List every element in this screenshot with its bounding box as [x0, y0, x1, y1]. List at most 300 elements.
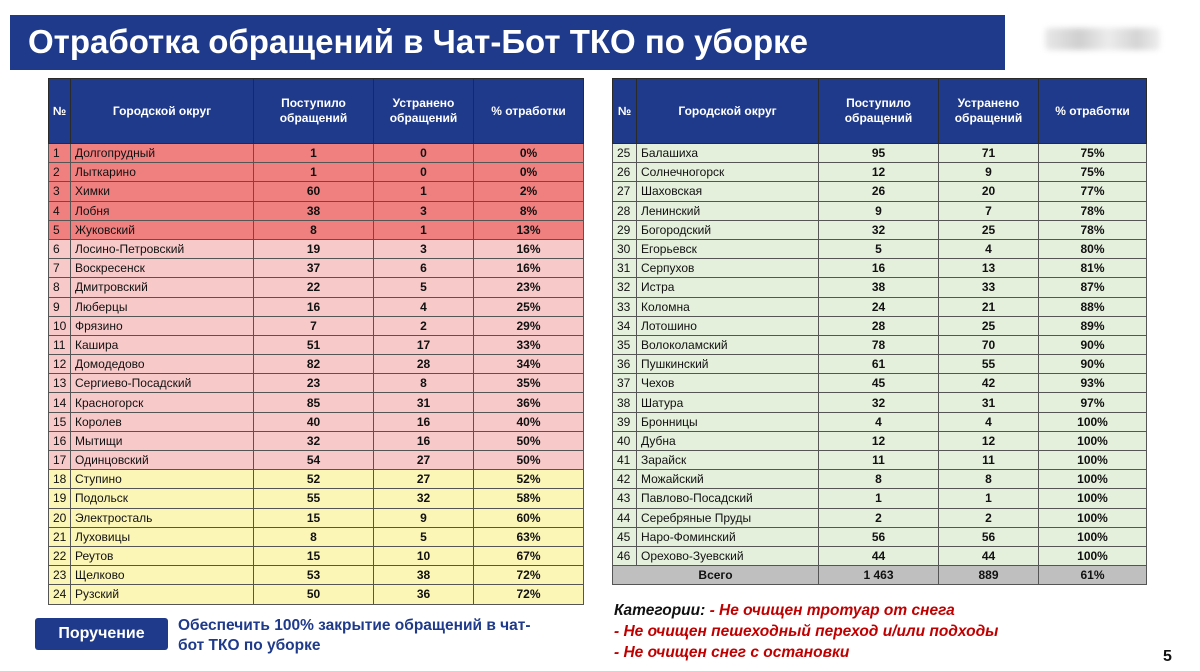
percent-value: 36%	[474, 393, 584, 412]
resolved-count: 31	[939, 393, 1039, 412]
district-name: Воскресенск	[71, 259, 254, 278]
table-row	[49, 508, 584, 527]
district-name: Зарайск	[637, 451, 819, 470]
table-row	[613, 355, 1147, 374]
received-count: 12	[819, 163, 939, 182]
percent-value: 16%	[474, 259, 584, 278]
table-row	[613, 144, 1147, 163]
resolved-count: 9	[374, 508, 474, 527]
row-number: 13	[49, 374, 71, 393]
district-name: Красногорск	[71, 393, 254, 412]
received-count: 85	[254, 393, 374, 412]
percent-value: 100%	[1039, 546, 1147, 565]
resolved-count: 3	[374, 201, 474, 220]
row-number: 16	[49, 431, 71, 450]
order-button: Поручение	[35, 618, 168, 650]
percent-value: 100%	[1039, 470, 1147, 489]
resolved-count: 11	[939, 451, 1039, 470]
received-count: 44	[819, 546, 939, 565]
percent-value: 90%	[1039, 355, 1147, 374]
district-name: Долгопрудный	[71, 144, 254, 163]
row-number: 37	[613, 374, 637, 393]
row-number: 35	[613, 335, 637, 354]
resolved-count: 21	[939, 297, 1039, 316]
district-name: Шаховская	[637, 182, 819, 201]
district-name: Волоколамский	[637, 335, 819, 354]
row-number: 42	[613, 470, 637, 489]
received-count: 61	[819, 355, 939, 374]
percent-value: 52%	[474, 470, 584, 489]
percent-value: 87%	[1039, 278, 1147, 297]
received-count: 11	[819, 451, 939, 470]
district-name: Сергиево-Посадский	[71, 374, 254, 393]
table-row	[49, 431, 584, 450]
row-number: 29	[613, 220, 637, 239]
percent-value: 13%	[474, 220, 584, 239]
row-number: 23	[49, 566, 71, 585]
district-name: Орехово-Зуевский	[637, 546, 819, 565]
resolved-count: 9	[939, 163, 1039, 182]
row-number: 33	[613, 297, 637, 316]
district-name: Ленинский	[637, 201, 819, 220]
percent-value: 88%	[1039, 297, 1147, 316]
percent-value: 23%	[474, 278, 584, 297]
table-row	[613, 163, 1147, 182]
row-number: 12	[49, 355, 71, 374]
table-row	[49, 182, 584, 201]
header-resolved: Устранено обращений	[374, 79, 474, 144]
district-name: Пушкинский	[637, 355, 819, 374]
received-count: 37	[254, 259, 374, 278]
district-name: Солнечногорск	[637, 163, 819, 182]
percent-value: 93%	[1039, 374, 1147, 393]
table-row	[613, 470, 1147, 489]
district-name: Лотошино	[637, 316, 819, 335]
district-name: Рузский	[71, 585, 254, 604]
table-row	[613, 278, 1147, 297]
row-number: 24	[49, 585, 71, 604]
table-row	[49, 546, 584, 565]
row-number: 26	[613, 163, 637, 182]
table-row	[49, 278, 584, 297]
row-number: 19	[49, 489, 71, 508]
district-name: Щелково	[71, 566, 254, 585]
resolved-count: 12	[939, 431, 1039, 450]
table-row	[613, 374, 1147, 393]
row-number: 28	[613, 201, 637, 220]
resolved-count: 27	[374, 451, 474, 470]
district-name: Шатура	[637, 393, 819, 412]
percent-value: 97%	[1039, 393, 1147, 412]
district-name: Егорьевск	[637, 239, 819, 258]
header-received: Поступило обращений	[819, 79, 939, 144]
district-name: Наро-Фоминский	[637, 527, 819, 546]
row-number: 22	[49, 546, 71, 565]
header-percent: % отработки	[474, 79, 584, 144]
row-number: 2	[49, 163, 71, 182]
resolved-count: 7	[939, 201, 1039, 220]
percent-value: 0%	[474, 144, 584, 163]
table-row	[613, 182, 1147, 201]
district-name: Коломна	[637, 297, 819, 316]
resolved-count: 8	[939, 470, 1039, 489]
percent-value: 72%	[474, 566, 584, 585]
table-row	[613, 546, 1147, 565]
row-number: 14	[49, 393, 71, 412]
percent-value: 78%	[1039, 220, 1147, 239]
blurred-logo	[1045, 28, 1160, 50]
row-number: 20	[49, 508, 71, 527]
resolved-count: 0	[374, 163, 474, 182]
resolved-count: 8	[374, 374, 474, 393]
district-name: Фрязино	[71, 316, 254, 335]
district-name: Серпухов	[637, 259, 819, 278]
received-count: 78	[819, 335, 939, 354]
district-name: Электросталь	[71, 508, 254, 527]
percent-value: 33%	[474, 335, 584, 354]
row-number: 9	[49, 297, 71, 316]
district-name: Чехов	[637, 374, 819, 393]
received-count: 1	[819, 489, 939, 508]
received-count: 28	[819, 316, 939, 335]
received-count: 23	[254, 374, 374, 393]
percent-value: 67%	[474, 546, 584, 565]
table-row	[613, 393, 1147, 412]
received-count: 26	[819, 182, 939, 201]
received-count: 16	[254, 297, 374, 316]
resolved-count: 6	[374, 259, 474, 278]
percent-value: 34%	[474, 355, 584, 374]
row-number: 6	[49, 239, 71, 258]
resolved-count: 70	[939, 335, 1039, 354]
table-row	[49, 527, 584, 546]
resolved-count: 1	[374, 220, 474, 239]
district-name: Балашиха	[637, 144, 819, 163]
percent-value: 35%	[474, 374, 584, 393]
table-row	[49, 489, 584, 508]
resolved-count: 25	[939, 220, 1039, 239]
row-number: 44	[613, 508, 637, 527]
resolved-count: 33	[939, 278, 1039, 297]
resolved-count: 0	[374, 144, 474, 163]
district-name: Подольск	[71, 489, 254, 508]
table-row	[613, 259, 1147, 278]
total-resolved: 889	[939, 566, 1039, 585]
district-name: Королев	[71, 412, 254, 431]
received-count: 8	[819, 470, 939, 489]
resolved-count: 13	[939, 259, 1039, 278]
table-row	[613, 201, 1147, 220]
table-row	[49, 470, 584, 489]
row-number: 38	[613, 393, 637, 412]
table-row	[49, 412, 584, 431]
received-count: 55	[254, 489, 374, 508]
percent-value: 16%	[474, 239, 584, 258]
percent-value: 8%	[474, 201, 584, 220]
district-name: Лосино-Петровский	[71, 239, 254, 258]
row-number: 8	[49, 278, 71, 297]
district-name: Реутов	[71, 546, 254, 565]
table-row	[613, 527, 1147, 546]
total-label: Всего	[613, 566, 819, 585]
row-number: 40	[613, 431, 637, 450]
resolved-count: 28	[374, 355, 474, 374]
received-count: 38	[254, 201, 374, 220]
percent-value: 100%	[1039, 508, 1147, 527]
received-count: 22	[254, 278, 374, 297]
resolved-count: 5	[374, 527, 474, 546]
table-row	[613, 220, 1147, 239]
resolved-count: 16	[374, 431, 474, 450]
resolved-count: 4	[939, 239, 1039, 258]
table-row	[49, 374, 584, 393]
row-number: 31	[613, 259, 637, 278]
total-percent: 61%	[1039, 566, 1147, 585]
table-row	[49, 144, 584, 163]
district-name: Павлово-Посадский	[637, 489, 819, 508]
row-number: 3	[49, 182, 71, 201]
resolved-count: 20	[939, 182, 1039, 201]
percent-value: 75%	[1039, 144, 1147, 163]
percent-value: 75%	[1039, 163, 1147, 182]
header-num: №	[613, 79, 637, 144]
percent-value: 100%	[1039, 412, 1147, 431]
row-number: 11	[49, 335, 71, 354]
received-count: 7	[254, 316, 374, 335]
resolved-count: 27	[374, 470, 474, 489]
received-count: 56	[819, 527, 939, 546]
percent-value: 100%	[1039, 489, 1147, 508]
percent-value: 100%	[1039, 527, 1147, 546]
category-item: - Не очищен снег с остановки	[614, 644, 850, 661]
received-count: 2	[819, 508, 939, 527]
table-row	[613, 412, 1147, 431]
table-row	[49, 259, 584, 278]
percent-value: 100%	[1039, 451, 1147, 470]
row-number: 27	[613, 182, 637, 201]
header-resolved: Устранено обращений	[939, 79, 1039, 144]
table-row	[49, 239, 584, 258]
row-number: 18	[49, 470, 71, 489]
categories-label: Категории:	[614, 602, 706, 619]
resolved-count: 1	[374, 182, 474, 201]
table-row	[49, 393, 584, 412]
categories-block	[614, 600, 998, 663]
row-number: 30	[613, 239, 637, 258]
total-received: 1 463	[819, 566, 939, 585]
received-count: 5	[819, 239, 939, 258]
district-name: Домодедово	[71, 355, 254, 374]
table-row	[613, 489, 1147, 508]
percent-value: 60%	[474, 508, 584, 527]
district-name: Ступино	[71, 470, 254, 489]
header-district: Городской округ	[71, 79, 254, 144]
district-name: Можайский	[637, 470, 819, 489]
district-name: Жуковский	[71, 220, 254, 239]
table-row	[613, 297, 1147, 316]
resolved-count: 38	[374, 566, 474, 585]
percent-value: 40%	[474, 412, 584, 431]
districts-table-left	[48, 78, 584, 605]
resolved-count: 71	[939, 144, 1039, 163]
table-row	[49, 355, 584, 374]
row-number: 1	[49, 144, 71, 163]
percent-value: 29%	[474, 316, 584, 335]
district-name: Кашира	[71, 335, 254, 354]
percent-value: 50%	[474, 431, 584, 450]
row-number: 39	[613, 412, 637, 431]
resolved-count: 31	[374, 393, 474, 412]
percent-value: 0%	[474, 163, 584, 182]
page-title: Отработка обращений в Чат-Бот ТКО по уборке	[28, 23, 809, 60]
percent-value: 77%	[1039, 182, 1147, 201]
resolved-count: 1	[939, 489, 1039, 508]
table-row	[49, 220, 584, 239]
row-number: 25	[613, 144, 637, 163]
district-name: Луховицы	[71, 527, 254, 546]
received-count: 52	[254, 470, 374, 489]
table-row	[613, 335, 1147, 354]
row-number: 17	[49, 451, 71, 470]
row-number: 4	[49, 201, 71, 220]
received-count: 32	[819, 393, 939, 412]
resolved-count: 32	[374, 489, 474, 508]
received-count: 50	[254, 585, 374, 604]
received-count: 54	[254, 451, 374, 470]
received-count: 60	[254, 182, 374, 201]
district-name: Серебряные Пруды	[637, 508, 819, 527]
percent-value: 50%	[474, 451, 584, 470]
district-name: Бронницы	[637, 412, 819, 431]
table-row	[613, 451, 1147, 470]
received-count: 15	[254, 546, 374, 565]
header-percent: % отработки	[1039, 79, 1147, 144]
table-header-row	[49, 79, 584, 144]
percent-value: 63%	[474, 527, 584, 546]
row-number: 46	[613, 546, 637, 565]
resolved-count: 55	[939, 355, 1039, 374]
district-name: Лыткарино	[71, 163, 254, 182]
resolved-count: 10	[374, 546, 474, 565]
received-count: 12	[819, 431, 939, 450]
table-row	[613, 239, 1147, 258]
table-header-row	[613, 79, 1147, 144]
district-name: Люберцы	[71, 297, 254, 316]
district-name: Лобня	[71, 201, 254, 220]
table-row	[49, 585, 584, 604]
percent-value: 25%	[474, 297, 584, 316]
received-count: 8	[254, 527, 374, 546]
percent-value: 89%	[1039, 316, 1147, 335]
percent-value: 78%	[1039, 201, 1147, 220]
received-count: 32	[254, 431, 374, 450]
table-row	[49, 201, 584, 220]
row-number: 15	[49, 412, 71, 431]
received-count: 38	[819, 278, 939, 297]
received-count: 1	[254, 163, 374, 182]
percent-value: 72%	[474, 585, 584, 604]
district-name: Богородский	[637, 220, 819, 239]
resolved-count: 42	[939, 374, 1039, 393]
resolved-count: 44	[939, 546, 1039, 565]
table-row	[613, 431, 1147, 450]
received-count: 9	[819, 201, 939, 220]
districts-table-right	[612, 78, 1147, 585]
table-row	[49, 335, 584, 354]
table-row	[49, 566, 584, 585]
received-count: 53	[254, 566, 374, 585]
percent-value: 81%	[1039, 259, 1147, 278]
order-text: Обеспечить 100% закрытие обращений в чат-бот ТКО по уборке	[178, 617, 531, 654]
received-count: 51	[254, 335, 374, 354]
resolved-count: 17	[374, 335, 474, 354]
table-row	[613, 316, 1147, 335]
header-district: Городской округ	[637, 79, 819, 144]
row-number: 5	[49, 220, 71, 239]
district-name: Дмитровский	[71, 278, 254, 297]
resolved-count: 3	[374, 239, 474, 258]
table-row	[49, 451, 584, 470]
resolved-count: 36	[374, 585, 474, 604]
category-item: - Не очищен тротуар от снега	[709, 602, 955, 619]
received-count: 19	[254, 239, 374, 258]
header-received: Поступило обращений	[254, 79, 374, 144]
row-number: 7	[49, 259, 71, 278]
row-number: 43	[613, 489, 637, 508]
row-number: 32	[613, 278, 637, 297]
received-count: 4	[819, 412, 939, 431]
table-row	[49, 316, 584, 335]
row-number: 36	[613, 355, 637, 374]
resolved-count: 2	[939, 508, 1039, 527]
received-count: 24	[819, 297, 939, 316]
received-count: 45	[819, 374, 939, 393]
table-row	[613, 508, 1147, 527]
page-number: 5	[1163, 648, 1172, 665]
received-count: 16	[819, 259, 939, 278]
table-row	[49, 163, 584, 182]
resolved-count: 56	[939, 527, 1039, 546]
resolved-count: 16	[374, 412, 474, 431]
percent-value: 58%	[474, 489, 584, 508]
category-item: - Не очищен пешеходный переход и/или подходы	[614, 623, 999, 640]
district-name: Мытищи	[71, 431, 254, 450]
district-name: Одинцовский	[71, 451, 254, 470]
percent-value: 80%	[1039, 239, 1147, 258]
resolved-count: 2	[374, 316, 474, 335]
row-number: 41	[613, 451, 637, 470]
title-bar	[10, 15, 1005, 70]
received-count: 32	[819, 220, 939, 239]
row-number: 10	[49, 316, 71, 335]
row-number: 45	[613, 527, 637, 546]
district-name: Химки	[71, 182, 254, 201]
percent-value: 2%	[474, 182, 584, 201]
received-count: 1	[254, 144, 374, 163]
received-count: 40	[254, 412, 374, 431]
received-count: 8	[254, 220, 374, 239]
percent-value: 100%	[1039, 431, 1147, 450]
resolved-count: 25	[939, 316, 1039, 335]
row-number: 34	[613, 316, 637, 335]
district-name: Истра	[637, 278, 819, 297]
row-number: 21	[49, 527, 71, 546]
received-count: 15	[254, 508, 374, 527]
table-row	[49, 297, 584, 316]
received-count: 82	[254, 355, 374, 374]
total-row	[613, 566, 1147, 585]
received-count: 95	[819, 144, 939, 163]
